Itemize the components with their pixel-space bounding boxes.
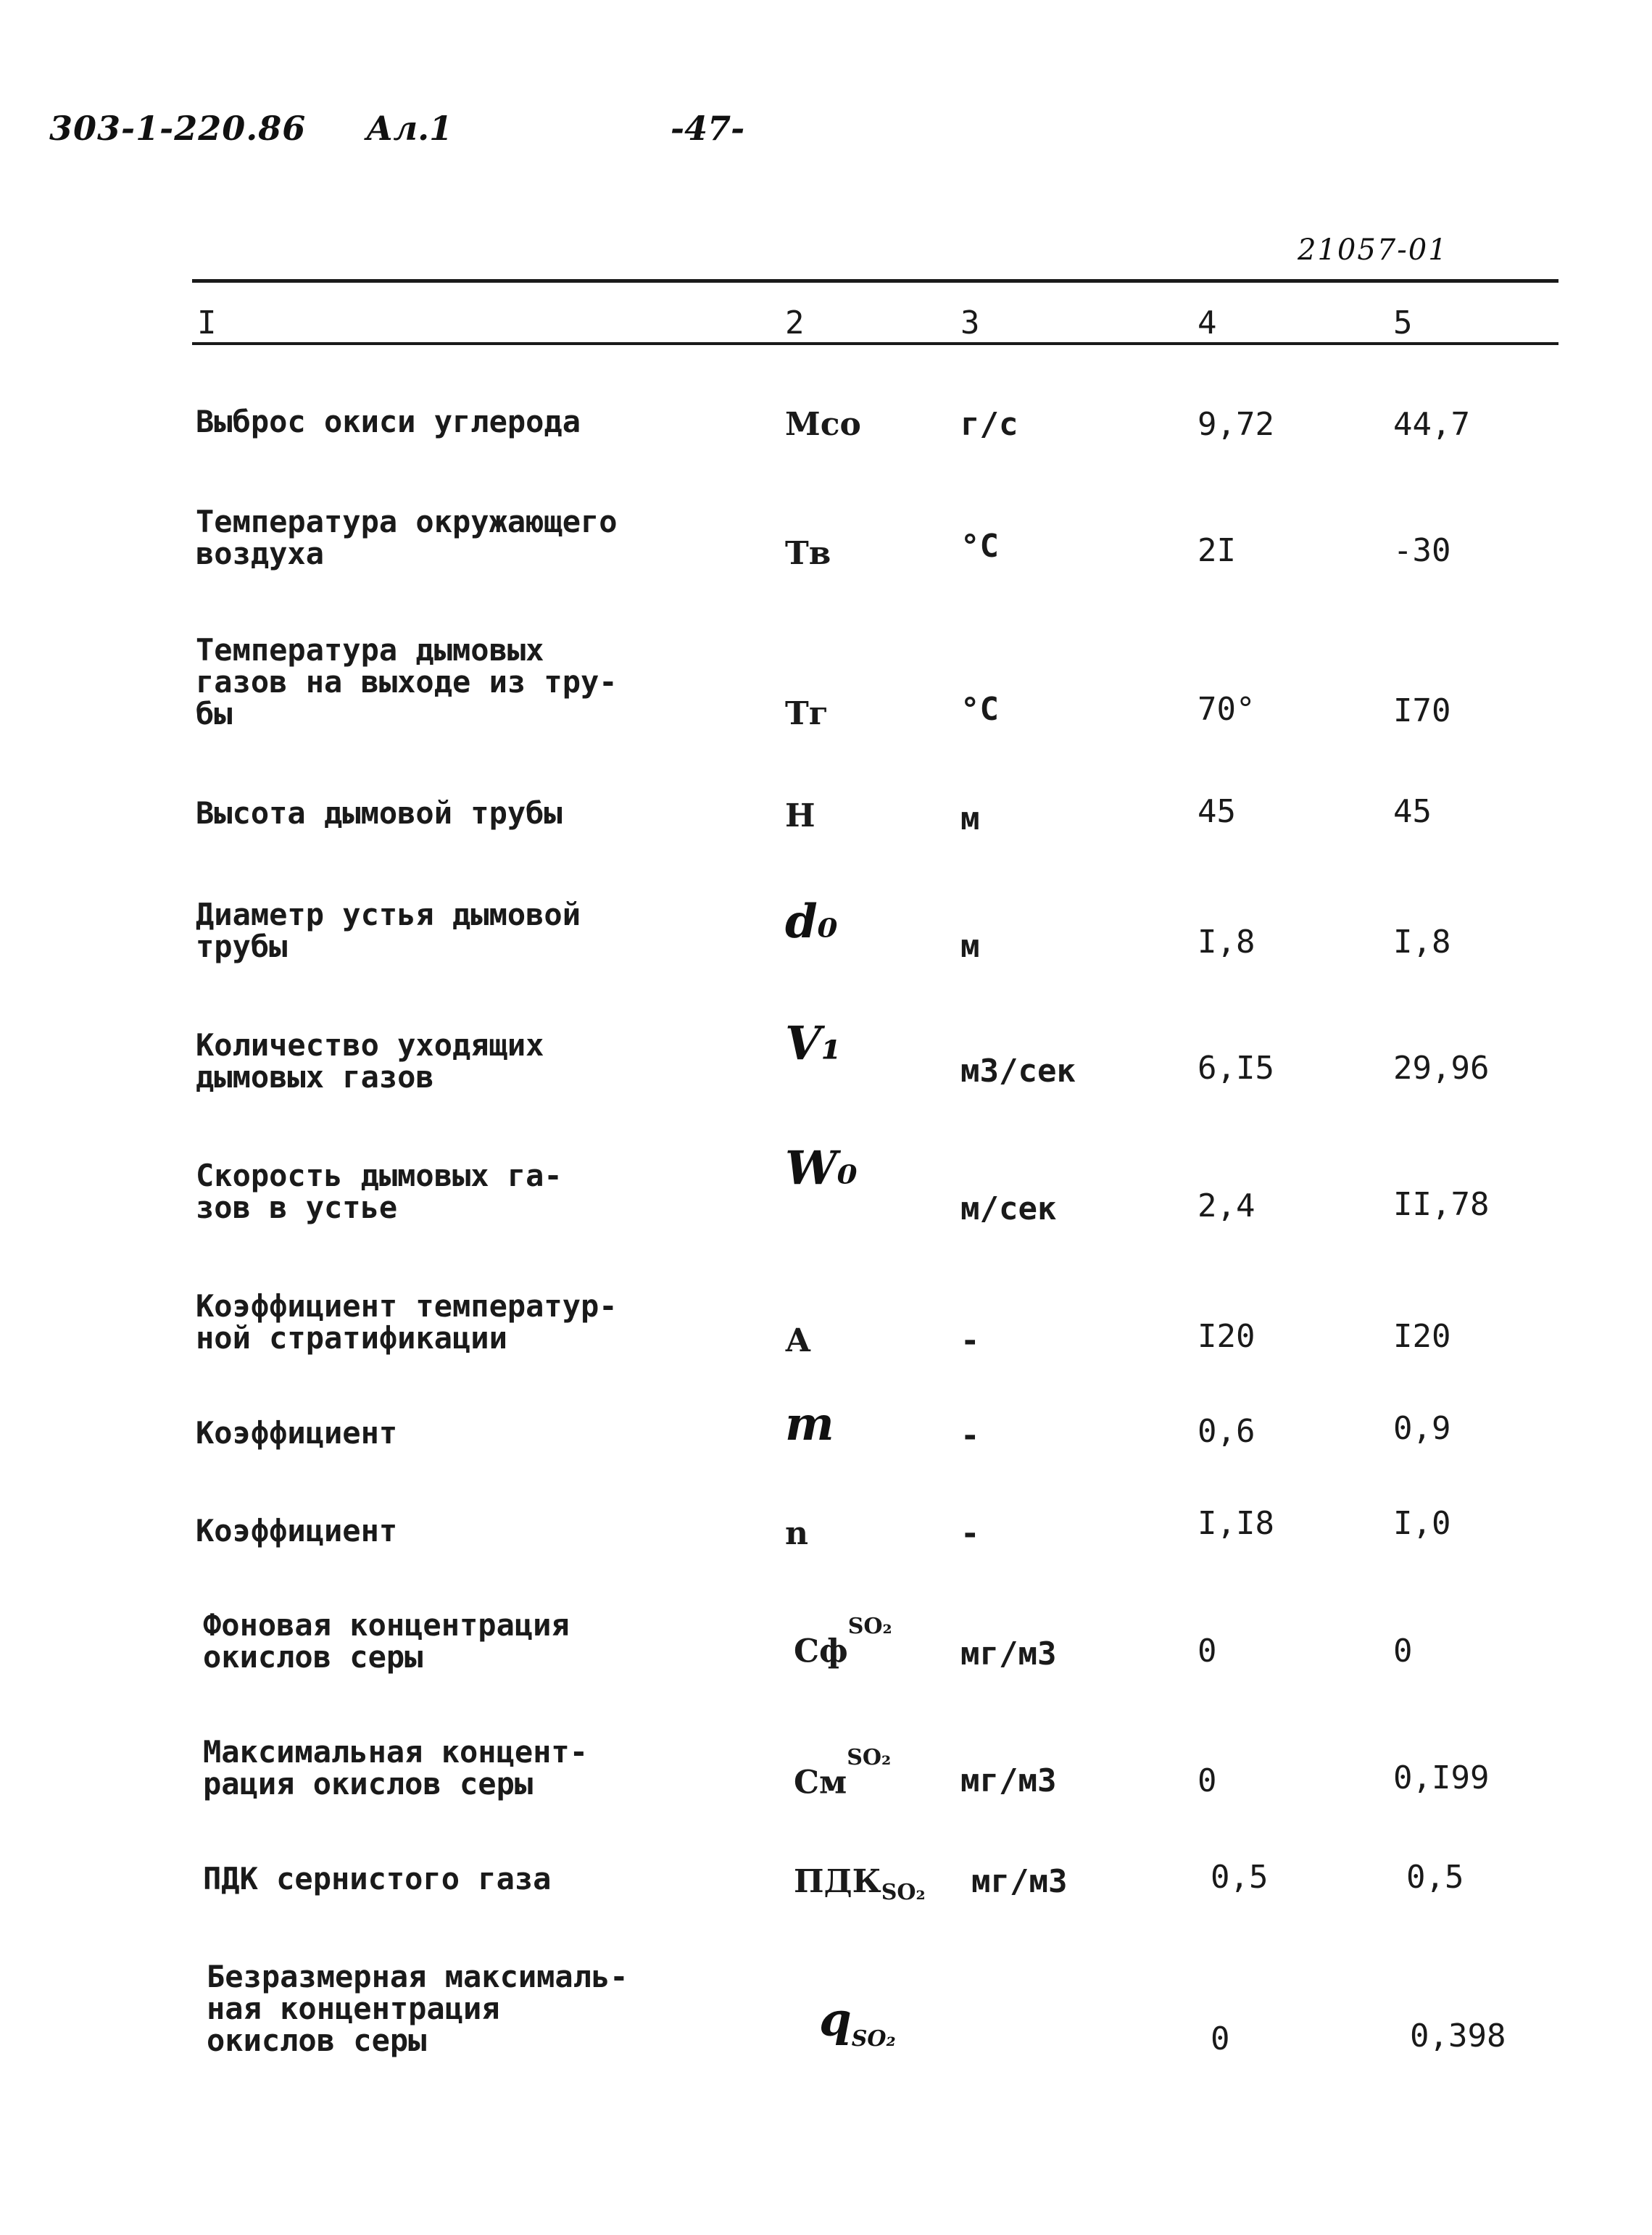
value-col4: 0,6 bbox=[1198, 1413, 1255, 1450]
page-number: -47- bbox=[671, 109, 745, 148]
value-col5: 45 bbox=[1393, 793, 1432, 830]
parameter-unit: мг/м3 bbox=[960, 1762, 1057, 1799]
parameter-symbol: Mco bbox=[785, 406, 861, 443]
value-col4: 2,4 bbox=[1198, 1187, 1255, 1224]
parameter-name: Диаметр устья дымовой трубы bbox=[196, 897, 581, 964]
parameter-symbol: V₁ bbox=[785, 1016, 842, 1071]
parameter-symbol: $ПДК_{SO_2}$ bbox=[794, 1863, 926, 1905]
value-col5: 29,96 bbox=[1393, 1050, 1490, 1087]
parameter-name: Коэффициент bbox=[196, 1513, 398, 1548]
parameter-unit: °С bbox=[960, 528, 999, 565]
parameter-unit: г/с bbox=[960, 406, 1018, 443]
parameter-symbol: W₀ bbox=[785, 1141, 858, 1195]
parameter-name: Коэффициент bbox=[196, 1415, 398, 1451]
value-col5: -30 bbox=[1393, 532, 1451, 569]
parameter-unit: - bbox=[960, 1322, 980, 1359]
value-col5: 0,398 bbox=[1410, 2018, 1506, 2054]
parameter-symbol: $q_{SO_2}$ bbox=[819, 1993, 896, 2052]
value-col4: 6,I5 bbox=[1198, 1050, 1274, 1087]
parameter-name: Температура дымовых газов на выходе из тру- бы bbox=[196, 632, 618, 731]
value-col4: 0,5 bbox=[1211, 1859, 1269, 1896]
value-col5: 0,9 bbox=[1393, 1410, 1451, 1447]
value-col5: I20 bbox=[1393, 1318, 1451, 1355]
parameter-unit: м3/сек bbox=[960, 1053, 1076, 1090]
parameter-name: ПДК сернистого газа bbox=[203, 1861, 552, 1896]
parameter-unit: м bbox=[960, 800, 980, 837]
parameter-unit: мг/м3 bbox=[960, 1635, 1057, 1672]
parameter-unit: м bbox=[960, 928, 980, 965]
parameter-symbol: $Сф^{SO_2}$ bbox=[794, 1614, 892, 1670]
parameter-symbol: n bbox=[785, 1515, 808, 1552]
parameter-unit: °С bbox=[960, 691, 999, 728]
value-col5: 44,7 bbox=[1393, 406, 1470, 443]
column-number-3: 3 bbox=[960, 304, 980, 341]
parameter-name: Высота дымовой трубы bbox=[196, 795, 563, 831]
parameter-unit: - bbox=[960, 1515, 980, 1552]
parameter-name: Скорость дымовых га- зов в устье bbox=[196, 1158, 563, 1225]
doc-code: 303-1-220.86 bbox=[49, 109, 307, 148]
value-col5: I,0 bbox=[1393, 1505, 1451, 1542]
value-col4: 9,72 bbox=[1198, 406, 1274, 443]
parameter-name: Температура окружающего воздуха bbox=[196, 504, 618, 571]
parameter-name: Выброс окиси углерода bbox=[196, 404, 581, 439]
parameter-name: Количество уходящих дымовых газов bbox=[196, 1027, 544, 1095]
column-number-1: I bbox=[197, 304, 217, 341]
value-col5: II,78 bbox=[1393, 1186, 1490, 1223]
parameter-symbol: Тв bbox=[785, 535, 831, 572]
parameter-unit: м/сек bbox=[960, 1190, 1057, 1227]
parameter-symbol: $См^{SO_2}$ bbox=[794, 1745, 892, 1801]
sheet-label: Ал.1 bbox=[366, 109, 453, 148]
parameter-unit: мг/м3 bbox=[971, 1863, 1068, 1900]
parameter-name: Фоновая концентрация окислов серы bbox=[203, 1607, 570, 1675]
parameter-symbol: H bbox=[785, 797, 815, 834]
value-col4: 2I bbox=[1198, 532, 1236, 569]
value-col4: 0 bbox=[1211, 2020, 1230, 2057]
value-col4: 0 bbox=[1198, 1762, 1217, 1799]
parameter-symbol: d₀ bbox=[785, 895, 838, 949]
inventory-number: 21057-01 bbox=[1298, 233, 1448, 267]
parameter-name: Коэффициент температур- ной стратификации bbox=[196, 1288, 618, 1356]
value-col4: 45 bbox=[1198, 793, 1236, 830]
column-number-5: 5 bbox=[1393, 304, 1413, 341]
value-col5: I,8 bbox=[1393, 924, 1451, 961]
column-number-4: 4 bbox=[1198, 304, 1217, 341]
parameter-symbol: А bbox=[785, 1322, 811, 1359]
parameter-unit: - bbox=[960, 1417, 980, 1454]
table-header-rule bbox=[192, 342, 1558, 345]
value-col4: 70° bbox=[1198, 691, 1255, 728]
parameter-name: Безразмерная максималь- ная концентрация окислов серы bbox=[207, 1959, 628, 2058]
value-col5: 0,I99 bbox=[1393, 1759, 1490, 1796]
value-col5: I70 bbox=[1393, 692, 1451, 729]
parameter-name: Максимальная концент- рация окислов серы bbox=[203, 1734, 589, 1801]
parameter-symbol: Тг bbox=[785, 695, 829, 732]
value-col4: 0 bbox=[1198, 1633, 1217, 1670]
value-col4: I,8 bbox=[1198, 924, 1255, 961]
table-top-rule bbox=[192, 279, 1558, 283]
column-number-2: 2 bbox=[785, 304, 805, 341]
value-col4: I20 bbox=[1198, 1318, 1255, 1355]
value-col5: 0,5 bbox=[1406, 1859, 1464, 1896]
value-col5: 0 bbox=[1393, 1633, 1413, 1670]
value-col4: I,I8 bbox=[1198, 1505, 1274, 1542]
parameter-symbol: m bbox=[785, 1397, 834, 1451]
